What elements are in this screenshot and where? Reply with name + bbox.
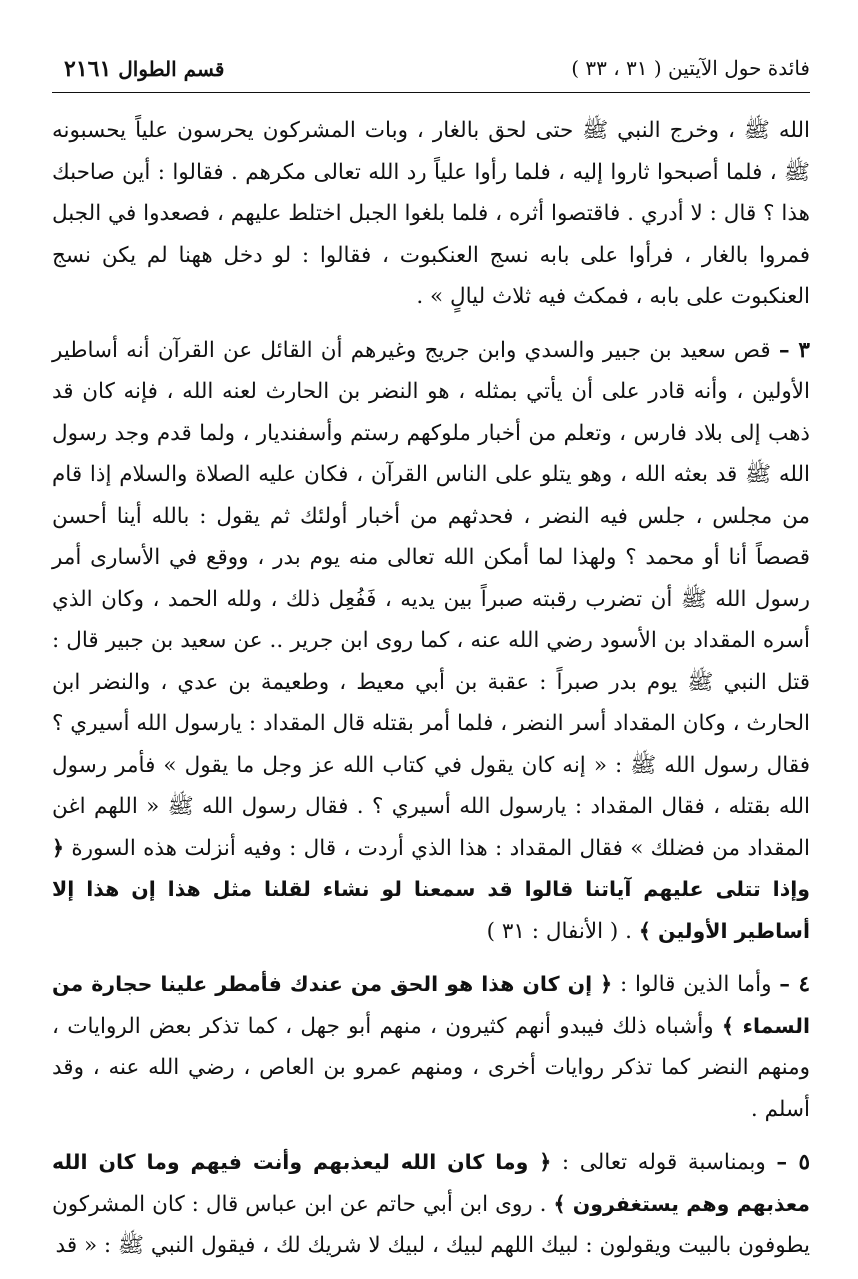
page-number: ٢١٦١ [64,56,112,82]
paragraph-5 [52,1142,810,1267]
section-and-page [52,56,224,82]
quran-quote: ﴿ إن كان هذا هو الحق من عندك فأمطر علينا حجارة من السماء ﴾ [52,972,811,1038]
paragraph-lead: وبمناسبة قوله تعالى : [561,1150,766,1175]
quran-quote: ﴿ وإذا تتلى عليهم آياتنا قالوا قد سمعنا لو نشاء لقلنا مثل هذا إن هذا إلا أساطير الأولين ﴾ [52,835,810,943]
header-rule [52,92,810,93]
paragraph-number: ٣ – [778,337,810,363]
quran-quote: ﴿ وما كان الله ليعذبهم وأنت فيهم وما كان الله معذبهم وهم يستغفرون ﴾ [52,1150,810,1216]
running-title: فائدة حول الآيتين ( ٣١ ، ٣٣ ) [571,56,810,80]
paragraph-text: الله ﷺ ، وخرج النبي ﷺ حتى لحق بالغار ، وبات المشركون يحرسون علياً يحسبونه ﷺ ، فلما أصبحوا ثاروا إليه ، فلما رأوا علياً رد الله تعالى مكرهم . فقالوا : أين صاحبك هذا ؟ قال : لا أدري . فاقتصوا أثره ، فلما بلغوا الجبل اختلط عليهم ، فصعدوا في الجبل فمروا بالغار ، فرأوا على بابه نسج العنكبوت ، فقالوا : لو دخل ههنا لم يكن نسج العنكبوت على بابه ، فمكث فيه ثلاث ليالٍ » . [52,118,810,309]
paragraph-continuation [52,110,810,318]
paragraph-4 [52,964,810,1130]
paragraph-text: وأشباه ذلك فيبدو أنهم كثيرون ، منهم أبو جهل ، كما تذكر بعض الروايات ، ومنهم النضر كما تذكر روايات أخرى ، ومنهم عمرو بن العاص ، رضي الله عنه ، وقد أسلم . [52,1013,810,1122]
section-name: قسم الطوال [118,57,225,81]
paragraph-text: قص سعيد بن جبير والسدي وابن جريج وغيرهم أن القائل عن القرآن أنه أساطير الأولين ، وأنه قادر على أن يأتي بمثله ، هو النضر بن الحارث لعنه الله ، فإنه كان قد ذهب إلى بلاد فارس ، وتعلم من أخبار ملوكهم رستم وأسفنديار ، ولما قدم وجد رسول الله ﷺ قد بعثه الله ، وهو يتلو على الناس القرآن ، فكان عليه الصلاة والسلام إذا قام من مجلس ، جلس فيه النضر ، فحدثهم من أخبار أولئك ثم يقول : بالله أينا أحسن قصصاً أنا أو محمد ؟ ولهذا لما أمكن الله تعالى منه يوم بدر ، ووقع في الأسارى أمر رسول الله ﷺ أن تضرب رقبته صبراً بين يديه ، فَفُعِل ذلك ، ولله الحمد ، وكان الذي أسره المقداد بن الأسود رضي الله عنه ، كما روى ابن جرير .. عن سعيد بن جبير قال : قتل النبي ﷺ يوم بدر صبراً : عقبة بن أبي معيط ، وطعيمة بن عدي ، والنضر ابن الحارث ، وكان المقداد أسر النضر ، فلما أمر بقتله قال المقداد : يارسول الله أسيري ؟ فقال رسول الله ﷺ : « إنه كان يقول في كتاب الله عز وجل ما يقول » فأمر رسول الله بقتله ، فقال المقداد : يارسول الله أسيري ؟ . فقال رسول الله ﷺ « اللهم اغن المقداد من فضلك » فقال المقداد : هذا الذي أردت ، قال : وفيه أنزلت هذه السورة [52,337,810,861]
paragraph-lead: وأما الذين قالوا : [619,972,772,997]
page-body [52,110,810,1279]
paragraph-3 [52,330,810,953]
page-header [52,56,810,90]
paragraph-number: ٥ – [776,1150,810,1175]
quote-reference: . ( الأنفال : ٣١ ) [486,918,632,944]
paragraph-text: . روى ابن أبي حاتم عن ابن عباس قال : كان المشركون يطوفون بالبيت ويقولون : لبيك اللهم لبيك ، لبيك لا شريك لك ، فيقول النبي ﷺ : « قد [52,1191,810,1258]
paragraph-number: ٤ – [779,972,810,997]
